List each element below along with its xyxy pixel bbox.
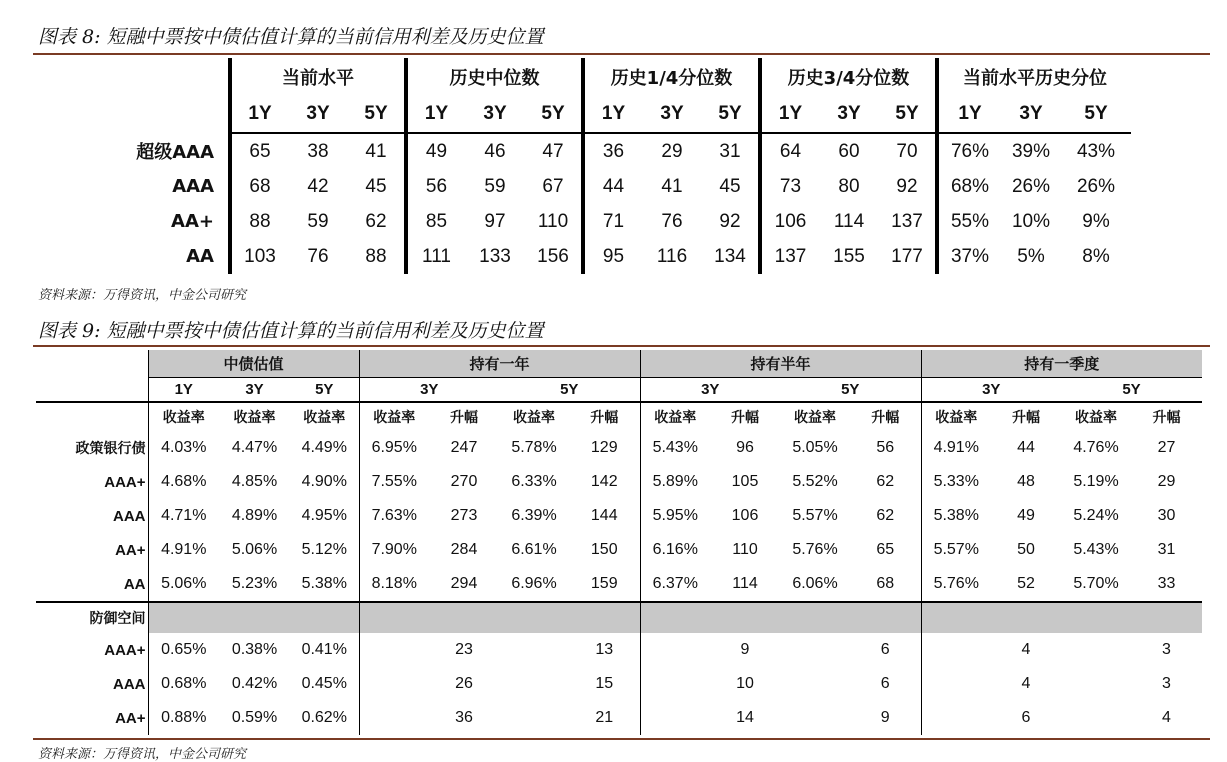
- table-cell: 5.76%: [921, 567, 991, 602]
- table-cell: 47: [542, 140, 564, 162]
- table-cell: 60: [838, 140, 860, 162]
- metric-header: 收益率: [513, 410, 555, 426]
- table-cell: 5.52%: [792, 473, 838, 490]
- figure8-caption: 图表 8: 短融中票按中债估值计算的当前信用利差及历史位置: [38, 26, 544, 48]
- table-cell: 92: [896, 175, 918, 197]
- table-cell: 9: [880, 709, 890, 726]
- table-cell: 103: [230, 239, 288, 274]
- table-cell: [780, 633, 850, 667]
- table-row: [110, 239, 1131, 274]
- tenor-header: 5Y: [879, 96, 937, 133]
- group-header-q3: 历史3/4分位数: [760, 58, 937, 96]
- table-cell: 270: [450, 473, 478, 490]
- table-cell: 36: [583, 133, 642, 169]
- figure8-group-header-row: [110, 58, 1131, 96]
- table-cell: 49: [406, 133, 465, 169]
- row-label: AAA+: [104, 641, 146, 659]
- table-cell: 5.43%: [640, 431, 710, 465]
- table-cell: 41: [661, 175, 683, 197]
- tenor-header: 3Y: [288, 96, 348, 133]
- tenor-header: 5Y: [348, 96, 406, 133]
- table-row: [110, 204, 1131, 239]
- table-cell: 0.59%: [231, 709, 278, 726]
- table-cell: 49: [1017, 507, 1035, 524]
- table-cell: 4: [1021, 641, 1031, 658]
- row-label: AA+: [115, 541, 146, 559]
- defense-section-row: [36, 602, 1202, 633]
- table-cell: [359, 633, 429, 667]
- table-cell: [640, 667, 710, 701]
- table-cell: 38: [307, 140, 329, 162]
- table-cell: 10: [736, 675, 754, 692]
- metric-header: 收益率: [359, 402, 429, 431]
- table-cell: [921, 701, 991, 735]
- table-cell: 116: [656, 245, 688, 267]
- row-label: AAA: [113, 507, 146, 525]
- table-cell: 5.06%: [231, 541, 278, 558]
- shaded-band: [921, 602, 1202, 633]
- table-cell: 5.89%: [640, 465, 710, 499]
- tenor-header: 5Y: [702, 96, 760, 133]
- row-label: AAA: [172, 176, 214, 197]
- table-cell: 37%: [937, 239, 1001, 274]
- metric-header: 收益率: [921, 402, 991, 431]
- table-cell: [921, 667, 991, 701]
- table-cell: 70: [896, 140, 918, 162]
- table-cell: 56: [406, 169, 465, 204]
- table-cell: 4.91%: [921, 431, 991, 465]
- table-row: [36, 567, 1202, 602]
- group-header-current: 当前水平: [230, 58, 406, 96]
- table-cell: 273: [450, 507, 478, 524]
- table-cell: 5.19%: [1073, 473, 1119, 490]
- table-cell: 68: [230, 169, 288, 204]
- table-cell: 96: [736, 439, 754, 456]
- tenor-header: 1Y: [937, 96, 1001, 133]
- table-cell: 29: [661, 140, 683, 162]
- table-cell: 5.38%: [301, 575, 347, 592]
- table-cell: 114: [732, 575, 758, 592]
- figure9-tenor-header-row: [36, 378, 1202, 403]
- tenor-header: 5Y: [290, 378, 359, 403]
- table-cell: 6.33%: [511, 473, 557, 490]
- table-cell: 4.85%: [231, 473, 278, 490]
- table-cell: 62: [876, 507, 895, 524]
- table-cell: [359, 667, 429, 701]
- table-cell: 0.38%: [231, 641, 278, 658]
- table-cell: 4.95%: [301, 507, 347, 524]
- table-cell: 9: [740, 641, 750, 658]
- table-cell: 44: [1017, 439, 1035, 456]
- corner-cell: [36, 350, 148, 378]
- table-cell: 5.76%: [792, 541, 838, 558]
- table-cell: 4.71%: [148, 499, 219, 533]
- table-cell: 65: [230, 133, 288, 169]
- tenor-header: 3Y: [219, 378, 290, 403]
- table-cell: 31: [719, 140, 741, 162]
- table-cell: 6.06%: [792, 575, 838, 592]
- table-cell: 26%: [1011, 175, 1051, 197]
- table-cell: 56: [876, 439, 895, 456]
- figure9-bottom-rule: [33, 738, 1210, 740]
- table-cell: 156: [537, 245, 569, 267]
- defense-row: [36, 633, 1202, 667]
- group-header-hold-3m: 持有一季度: [921, 350, 1202, 378]
- table-cell: 21: [595, 709, 614, 726]
- table-cell: 33: [1157, 575, 1176, 592]
- table-cell: 294: [450, 575, 478, 592]
- table-cell: 106: [760, 204, 819, 239]
- table-cell: 45: [719, 175, 741, 197]
- table-cell: 45: [365, 175, 387, 197]
- shaded-band: [640, 602, 921, 633]
- table-cell: 43%: [1076, 140, 1116, 162]
- table-cell: 5.05%: [792, 439, 838, 456]
- table-cell: 80: [838, 175, 860, 197]
- table-cell: 4.91%: [148, 533, 219, 567]
- tenor-header: 5Y: [499, 378, 640, 403]
- table-row: [36, 431, 1202, 465]
- table-cell: 6.16%: [640, 533, 710, 567]
- table-cell: 29: [1157, 473, 1176, 490]
- table-cell: 7.90%: [359, 533, 429, 567]
- metric-header: 升幅: [1012, 410, 1040, 426]
- table-cell: 247: [450, 439, 478, 456]
- table-cell: 62: [876, 473, 895, 490]
- table-cell: 0.41%: [301, 641, 347, 658]
- table-row: [36, 465, 1202, 499]
- table-cell: [499, 667, 569, 701]
- group-header-hold-1y: 持有一年: [359, 350, 640, 378]
- table-cell: 4.90%: [301, 473, 347, 490]
- row-label: AA+: [115, 709, 146, 727]
- table-cell: 30: [1157, 507, 1176, 524]
- table-cell: 76: [661, 210, 683, 232]
- table-cell: 88: [230, 204, 288, 239]
- table-cell: 177: [891, 245, 923, 267]
- table-cell: 5.33%: [921, 465, 991, 499]
- table-cell: 76%: [937, 133, 1001, 169]
- table-cell: 50: [1017, 541, 1035, 558]
- table-cell: 4.49%: [301, 439, 347, 456]
- figure8-top-rule: [33, 53, 1210, 55]
- tenor-header: 5Y: [1061, 96, 1131, 133]
- figure8-table: [110, 58, 1131, 274]
- table-cell: 68%: [937, 169, 1001, 204]
- table-cell: 5.57%: [921, 533, 991, 567]
- table-cell: 5.78%: [511, 439, 557, 456]
- table-cell: 155: [833, 245, 865, 267]
- tenor-header: 1Y: [230, 96, 288, 133]
- group-header-median: 历史中位数: [406, 58, 583, 96]
- table-cell: 6.96%: [511, 575, 557, 592]
- table-cell: 3: [1162, 641, 1171, 658]
- table-cell: 6.37%: [640, 567, 710, 602]
- tenor-header: 1Y: [583, 96, 642, 133]
- table-cell: 6.95%: [359, 431, 429, 465]
- table-cell: 65: [876, 541, 895, 558]
- row-label: 政策银行债: [75, 441, 146, 457]
- figure9-table: [36, 350, 1202, 735]
- figure8-source: 资料来源：万得资讯，中金公司研究: [38, 288, 247, 303]
- defense-row: [36, 667, 1202, 701]
- table-cell: 159: [590, 575, 618, 592]
- defense-row: [36, 701, 1202, 735]
- metric-header: 收益率: [233, 410, 276, 426]
- table-cell: 15: [595, 675, 614, 692]
- metric-header: 升幅: [871, 410, 900, 426]
- table-cell: 3: [1162, 675, 1171, 692]
- table-cell: [921, 633, 991, 667]
- shaded-band: [359, 602, 640, 633]
- table-cell: [359, 701, 429, 735]
- table-cell: [1061, 667, 1131, 701]
- table-cell: 4.76%: [1073, 439, 1119, 456]
- defense-section-label: 防御空间: [36, 602, 148, 633]
- group-header-valuation: 中债估值: [148, 350, 359, 378]
- metric-header: 升幅: [450, 410, 478, 426]
- table-cell: 42: [307, 175, 329, 197]
- tenor-header: 3Y: [1001, 96, 1061, 133]
- table-cell: 85: [406, 204, 465, 239]
- table-cell: 8%: [1082, 245, 1110, 267]
- table-cell: 5.38%: [921, 499, 991, 533]
- metric-header: 升幅: [590, 410, 619, 426]
- table-cell: 26%: [1076, 175, 1116, 197]
- table-cell: 8.18%: [359, 567, 429, 602]
- row-label: 超级AAA: [136, 142, 214, 163]
- table-cell: 114: [833, 210, 865, 232]
- metric-header: 收益率: [148, 402, 219, 431]
- table-cell: [640, 701, 710, 735]
- table-cell: 110: [732, 541, 758, 558]
- table-cell: 64: [760, 133, 819, 169]
- table-cell: 44: [583, 169, 642, 204]
- figure9-source: 资料来源：万得资讯，中金公司研究: [38, 747, 247, 762]
- table-cell: 41: [365, 140, 387, 162]
- tenor-header: 5Y: [525, 96, 583, 133]
- table-cell: 31: [1157, 541, 1176, 558]
- table-cell: 23: [455, 641, 473, 658]
- table-cell: 9%: [1082, 210, 1110, 232]
- table-cell: 142: [590, 473, 618, 490]
- figure9-group-header-row: [36, 350, 1202, 378]
- tenor-header: 1Y: [760, 96, 819, 133]
- table-cell: 52: [1017, 575, 1035, 592]
- table-cell: 26: [455, 675, 473, 692]
- table-cell: 5.12%: [301, 541, 347, 558]
- table-cell: [780, 701, 850, 735]
- table-cell: 97: [484, 210, 506, 232]
- table-cell: [499, 633, 569, 667]
- table-cell: 110: [537, 210, 569, 232]
- table-cell: 5.43%: [1073, 541, 1119, 558]
- table-cell: 6.61%: [511, 541, 557, 558]
- table-row: [110, 133, 1131, 169]
- table-cell: 133: [479, 245, 511, 267]
- table-row: [36, 533, 1202, 567]
- table-cell: 0.62%: [301, 709, 347, 726]
- table-cell: 4: [1021, 675, 1031, 692]
- table-cell: 27: [1157, 439, 1176, 456]
- tenor-header: 1Y: [406, 96, 465, 133]
- table-cell: 5%: [1017, 245, 1045, 267]
- table-cell: [640, 633, 710, 667]
- table-cell: 5.70%: [1073, 575, 1119, 592]
- table-cell: 68: [876, 575, 895, 592]
- figure9-top-rule: [33, 345, 1210, 347]
- table-cell: 150: [590, 541, 618, 558]
- table-cell: 4: [1162, 709, 1171, 726]
- table-cell: 55%: [937, 204, 1001, 239]
- table-row: [110, 169, 1131, 204]
- table-cell: 5.95%: [640, 499, 710, 533]
- table-cell: 7.63%: [359, 499, 429, 533]
- metric-header: 收益率: [303, 410, 346, 426]
- table-cell: 5.06%: [148, 567, 219, 602]
- table-cell: 39%: [1011, 140, 1051, 162]
- table-cell: 88: [365, 245, 387, 267]
- table-cell: 76: [307, 245, 329, 267]
- table-cell: 6.39%: [511, 507, 557, 524]
- tenor-header: 3Y: [465, 96, 525, 133]
- tenor-header: 5Y: [1061, 378, 1202, 403]
- table-cell: 5.24%: [1073, 507, 1119, 524]
- figure9-caption: 图表 9: 短融中票按中债估值计算的当前信用利差及历史位置: [38, 320, 544, 342]
- figure9-metric-header-row: [36, 402, 1202, 431]
- table-cell: [499, 701, 569, 735]
- row-label: AAA+: [104, 473, 146, 491]
- tenor-header: 1Y: [148, 378, 219, 403]
- metric-header: 收益率: [640, 402, 710, 431]
- table-cell: 7.55%: [359, 465, 429, 499]
- table-row: [36, 499, 1202, 533]
- table-cell: 59: [484, 175, 506, 197]
- group-header-q1: 历史1/4分位数: [583, 58, 760, 96]
- table-cell: 6: [880, 641, 890, 658]
- tenor-header: 3Y: [640, 378, 780, 403]
- table-cell: 5.23%: [231, 575, 278, 592]
- table-cell: 46: [484, 140, 506, 162]
- table-cell: 48: [1017, 473, 1035, 490]
- table-cell: 10%: [1011, 210, 1051, 232]
- metric-header: 升幅: [1152, 410, 1181, 426]
- corner-cell: [110, 58, 230, 96]
- metric-header: 收益率: [1075, 410, 1117, 426]
- table-cell: [1061, 701, 1131, 735]
- table-cell: 92: [719, 210, 741, 232]
- table-cell: 4.68%: [148, 465, 219, 499]
- table-cell: 73: [760, 169, 819, 204]
- table-cell: 105: [731, 473, 759, 490]
- metric-header: 升幅: [731, 410, 759, 426]
- table-cell: [780, 667, 850, 701]
- table-cell: 134: [714, 245, 746, 267]
- corner-cell: [110, 96, 230, 133]
- table-cell: 13: [595, 641, 614, 658]
- table-cell: 4.47%: [231, 439, 278, 456]
- group-header-hold-6m: 持有半年: [640, 350, 921, 378]
- row-label: AA: [186, 246, 214, 267]
- shaded-band: [148, 602, 359, 633]
- row-label: AAA: [113, 675, 146, 693]
- table-cell: 0.68%: [148, 667, 219, 701]
- tenor-header: 3Y: [642, 96, 702, 133]
- table-cell: 4.89%: [231, 507, 278, 524]
- row-label: AA: [123, 575, 146, 593]
- table-cell: 67: [542, 175, 564, 197]
- table-cell: 14: [736, 709, 754, 726]
- row-label: AA+: [171, 211, 214, 232]
- table-cell: 62: [365, 210, 387, 232]
- tenor-header: 3Y: [921, 378, 1061, 403]
- table-cell: 111: [406, 239, 465, 274]
- table-cell: 95: [583, 239, 642, 274]
- corner-cell: [36, 378, 148, 403]
- table-cell: 4.03%: [148, 431, 219, 465]
- table-cell: 0.65%: [148, 633, 219, 667]
- table-cell: 0.45%: [301, 675, 347, 692]
- table-cell: [1061, 633, 1131, 667]
- table-cell: 0.42%: [231, 675, 278, 692]
- table-cell: 5.57%: [792, 507, 838, 524]
- table-cell: 6: [1021, 709, 1031, 726]
- table-cell: 59: [307, 210, 329, 232]
- group-header-percentile: 当前水平历史分位: [937, 58, 1131, 96]
- table-cell: 36: [455, 709, 473, 726]
- table-cell: 106: [731, 507, 759, 524]
- tenor-header: 3Y: [359, 378, 499, 403]
- table-cell: 6: [880, 675, 890, 692]
- tenor-header: 3Y: [819, 96, 879, 133]
- table-cell: 144: [590, 507, 618, 524]
- tenor-header: 5Y: [780, 378, 921, 403]
- figure8-tenor-header-row: [110, 96, 1131, 133]
- table-cell: 129: [590, 439, 618, 456]
- table-cell: 137: [760, 239, 819, 274]
- metric-header: 收益率: [794, 410, 836, 426]
- table-cell: 137: [891, 210, 923, 232]
- table-cell: 284: [450, 541, 478, 558]
- table-cell: 0.88%: [148, 701, 219, 735]
- corner-cell: [36, 402, 148, 431]
- table-cell: 71: [583, 204, 642, 239]
